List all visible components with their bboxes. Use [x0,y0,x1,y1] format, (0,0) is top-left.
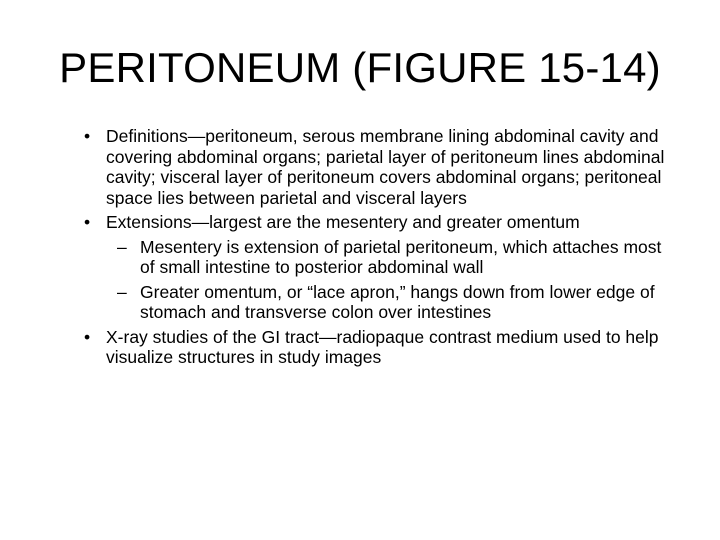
sub-bullet-marker: – [117,236,127,257]
sub-bullet-marker: – [117,281,127,302]
slide-title: PERITONEUM (FIGURE 15-14) [59,44,661,91]
bullet-text: Definitions—peritoneum, serous membrane lining abdominal cavity and covering abdominal organs; parietal layer of peritoneum lines abdominal cavity; visceral layer of peritoneum covers abdominal organs; peritoneal space lies between parietal and visceral layers [106,126,665,208]
sub-bullet-mesentery [78,237,668,278]
bullet-definitions [78,126,668,208]
bullet-xray-studies [78,327,668,368]
sub-bullet-text: Greater omentum, or “lace apron,” hangs down from lower edge of stomach and transverse colon over intestines [140,281,655,322]
bullet-marker: • [84,212,91,232]
slide-body [78,126,668,372]
bullet-text: Extensions—largest are the mesentery and greater omentum [106,212,580,232]
sub-bullet-text: Mesentery is extension of parietal peritoneum, which attaches most of small intestine to posterior abdominal wall [140,236,662,277]
bullet-text: X-ray studies of the GI tract—radiopaque contrast medium used to help visualize structures in study images [106,326,659,367]
bullet-marker: • [84,326,91,347]
bullet-marker: • [84,126,91,146]
sub-bullet-greater-omentum [78,282,668,323]
bullet-extensions [78,212,668,233]
